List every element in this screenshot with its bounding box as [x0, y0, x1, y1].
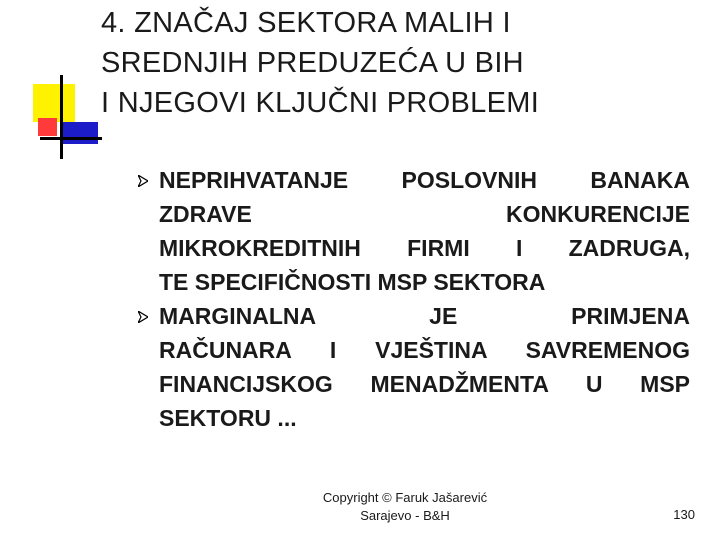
decorative-corner-graphic [0, 0, 110, 170]
title-line: SREDNJIH PREDUZEĆA U BIH [101, 47, 524, 79]
blue-square [60, 122, 98, 144]
footer-copyright [300, 489, 510, 525]
bullet-item [138, 163, 690, 299]
title-line: I NJEGOVI KLJUČNI PROBLEMI [101, 87, 540, 119]
bullet-line: TE SPECIFIČNOSTI MSP SEKTORA [159, 269, 546, 295]
page-number: 130 [673, 507, 695, 522]
bullet-line: MARGINALNA JE PRIMJENA [159, 303, 690, 329]
footer-line: Sarajevo - B&H [360, 508, 450, 523]
vertical-line [60, 75, 63, 159]
bullet-line: FINANCIJSKOG MENADŽMENTA U MSP [159, 371, 690, 397]
yellow-square [33, 84, 75, 122]
horizontal-line [40, 137, 102, 140]
arrowhead-bullet-icon [138, 311, 148, 323]
bullet-line: SEKTORU ... [159, 405, 297, 431]
footer-line: Copyright © Faruk Jašarević [322, 490, 488, 505]
slide-title [101, 3, 701, 123]
bullet-list [138, 163, 690, 435]
bullet-line: ZDRAVE KONKURENCIJE [159, 201, 690, 227]
title-line: 4. ZNAČAJ SEKTORA MALIH I [101, 7, 511, 39]
arrowhead-bullet-icon [138, 175, 148, 187]
bullet-line: NEPRIHVATANJE POSLOVNIH BANAKA [159, 167, 690, 193]
red-square [38, 118, 57, 136]
bullet-item [138, 299, 690, 435]
bullet-line: MIKROKREDITNIH FIRMI I ZADRUGA, [159, 235, 690, 261]
bullet-line: RAČUNARA I VJEŠTINA SAVREMENOG [159, 337, 690, 363]
